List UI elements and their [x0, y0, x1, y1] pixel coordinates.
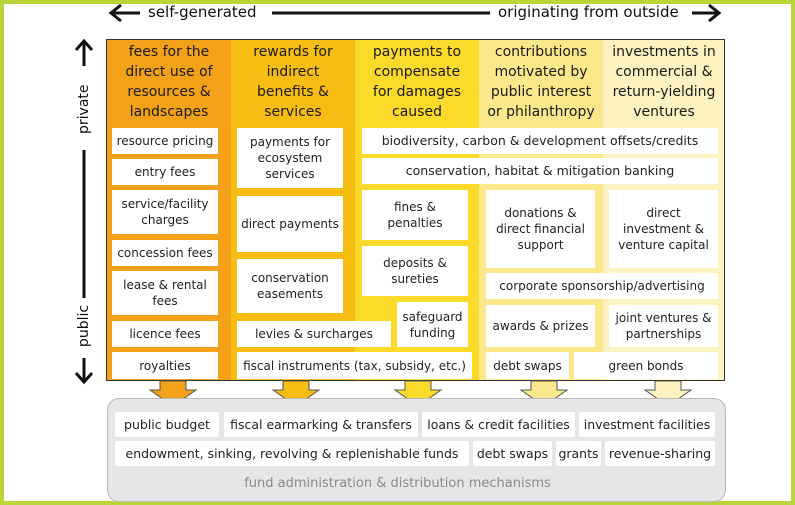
loans-credit-box: loans & credit facilities [422, 412, 575, 437]
column-title: fees for the direct use of resources & landscapes [125, 44, 213, 120]
public-label: public [76, 304, 92, 348]
column-title: payments to compensate for damages caused [372, 44, 462, 120]
mitigation-banking-box: conservation, habitat & mitigation banking [362, 158, 718, 184]
levies-surcharges-box: levies & surcharges [237, 321, 391, 347]
fines-penalties-box: fines & penalties [362, 190, 468, 240]
payments-ecosystem-services-box: payments for ecosystem services [237, 128, 343, 188]
donations-box: donations & direct financial support [486, 190, 595, 268]
grants-box: grants [556, 441, 601, 466]
mechanism-debt-swaps-box: debt swaps [473, 441, 552, 466]
fiscal-earmarking-box: fiscal earmarking & transfers [224, 412, 418, 437]
deposits-sureties-box: deposits & sureties [362, 246, 468, 296]
originating-outside-label: originating from outside [498, 3, 679, 21]
offsets-credits-box: biodiversity, carbon & development offsets/credits [362, 128, 718, 154]
green-bonds-box: green bonds [574, 352, 718, 379]
self-generated-label: self-generated [148, 3, 257, 21]
investment-facilities-box: investment facilities [579, 412, 715, 437]
conservation-easements-box: conservation easements [237, 259, 343, 313]
licence-fees-box: licence fees [112, 321, 218, 347]
revenue-sharing-box: revenue-sharing [605, 441, 715, 466]
joint-ventures-box: joint ventures & partnerships [609, 305, 718, 347]
debt-swaps-box: debt swaps [486, 352, 569, 379]
corporate-sponsorship-box: corporate sponsorship/advertising [486, 273, 718, 299]
lease-rental-fees-box: lease & rental fees [112, 271, 218, 315]
service-facility-charges-box: service/facility charges [112, 190, 218, 234]
column-title: contributions motivated by public interest or philanthropy [487, 44, 595, 120]
direct-payments-box: direct payments [237, 196, 343, 252]
concession-fees-box: concession fees [112, 240, 218, 266]
public-budget-box: public budget [115, 412, 219, 437]
resource-pricing-box: resource pricing [112, 128, 218, 154]
column-title: rewards for indirect benefits & services [253, 44, 333, 120]
funds-box: endowment, sinking, revolving & replenishable funds [115, 441, 469, 466]
private-label: private [76, 84, 92, 134]
awards-prizes-box: awards & prizes [486, 305, 595, 347]
royalties-box: royalties [112, 352, 218, 379]
mechanisms-label: fund administration & distribution mechanisms [244, 476, 551, 491]
column-title: investments in commercial & return-yielding ventures [612, 44, 716, 120]
entry-fees-box: entry fees [112, 159, 218, 185]
safeguard-funding-box: safeguard funding [397, 302, 468, 347]
fiscal-instruments-box: fiscal instruments (tax, subsidy, etc.) [237, 352, 472, 379]
direct-investment-box: direct investment & venture capital [609, 190, 718, 268]
